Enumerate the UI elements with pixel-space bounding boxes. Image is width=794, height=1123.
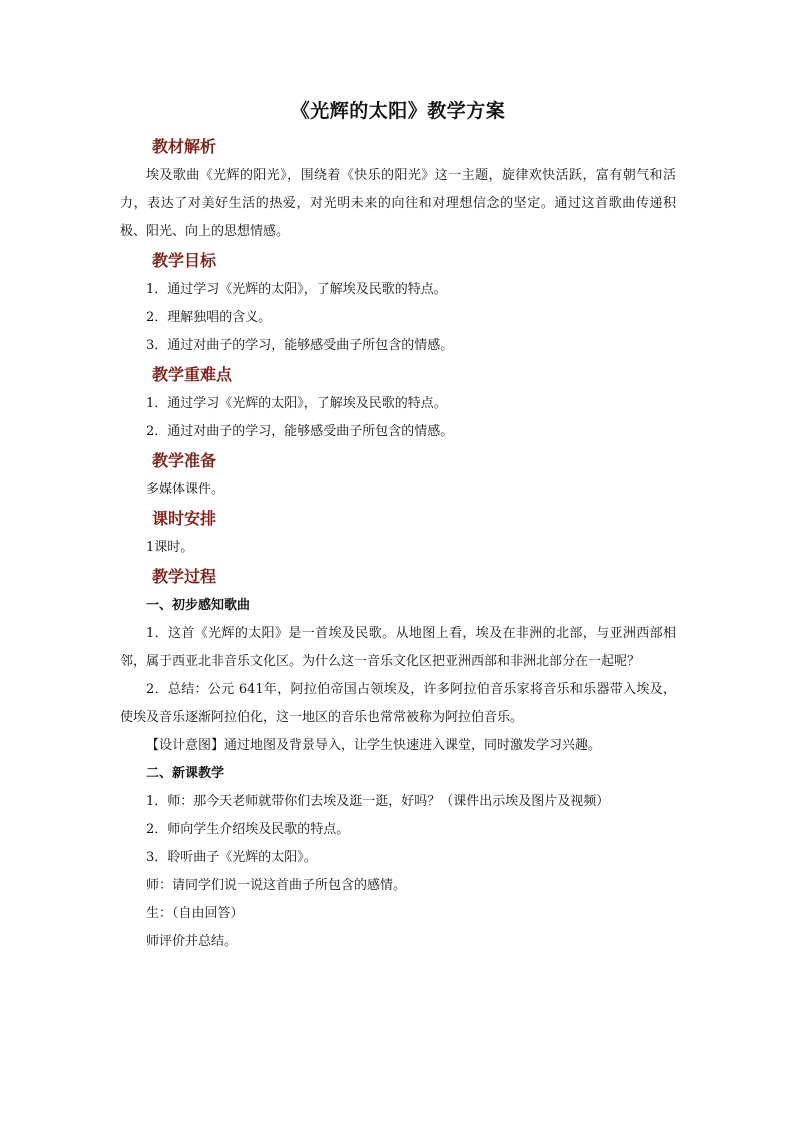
document-content [120, 96, 676, 956]
process-item: 2．师向学生介绍埃及民歌的特点。 [146, 822, 350, 837]
material-paragraph: 埃及歌曲《光辉的阳光》，围绕着《快乐的阳光》这一主题，旋律欢快活跃，富有朝气和活力，表达了对美好生活的热爱，对光明未来的向往和对理想信念的坚定。通过这首歌曲传递积极、阳光、向上的思想情感。 [120, 168, 676, 239]
schedule-text: 1课时。 [146, 540, 194, 555]
section-heading-process: 教学过程 [152, 567, 217, 586]
document-title: 《光辉的太阳》教学方案 [290, 100, 506, 122]
process-item: 生：（自由回答） [146, 906, 244, 921]
process-subheading-2: 二、新课教学 [146, 766, 225, 781]
process-item: 师评价并总结。 [146, 934, 238, 949]
preparation-text: 多媒体课件。 [146, 482, 225, 497]
design-note: 【设计意图】通过地图及背景导入，让学生快速进入课堂，同时激发学习兴趣。 [146, 738, 602, 753]
process-subheading-1: 一、初步感知歌曲 [146, 598, 251, 613]
process-item: 3．聆听曲子《光辉的太阳》。 [146, 850, 317, 865]
process-item: 1．师：那今天老师就带你们去埃及逛一逛，好吗？（课件出示埃及图片及视频） [146, 794, 610, 809]
section-heading-goals: 教学目标 [152, 251, 217, 270]
process-item: 师：请同学们说一说这首曲子所包含的感情。 [146, 878, 407, 893]
goal-item: 3．通过对曲子的学习，能够感受曲子所包含的情感。 [146, 338, 454, 353]
key-point-item: 2．通过对曲子的学习，能够感受曲子所包含的情感。 [146, 424, 454, 439]
process-item: 2．总结：公元 641年，阿拉伯帝国占领埃及，许多阿拉伯音乐家将音乐和乐器带入埃及，使埃及音乐逐渐阿拉伯化，这一地区的音乐也常常被称为阿拉伯音乐。 [120, 682, 676, 725]
goal-item: 1．通过学习《光辉的太阳》，了解埃及民歌的特点。 [146, 282, 447, 297]
key-point-item: 1．通过学习《光辉的太阳》，了解埃及民歌的特点。 [146, 396, 447, 411]
process-item: 1．这首《光辉的太阳》是一首埃及民歌。从地图上看，埃及在非洲的北部，与亚洲西部相邻，属于西亚北非音乐文化区。为什么这一音乐文化区把亚洲西部和非洲北部分在一起呢？ [120, 626, 676, 669]
section-heading-key-points: 教学重难点 [152, 365, 233, 384]
section-heading-schedule: 课时安排 [152, 509, 217, 528]
section-heading-preparation: 教学准备 [152, 451, 217, 470]
section-heading-material: 教材解析 [152, 137, 217, 156]
goal-item: 2．理解独唱的含义。 [146, 310, 272, 325]
